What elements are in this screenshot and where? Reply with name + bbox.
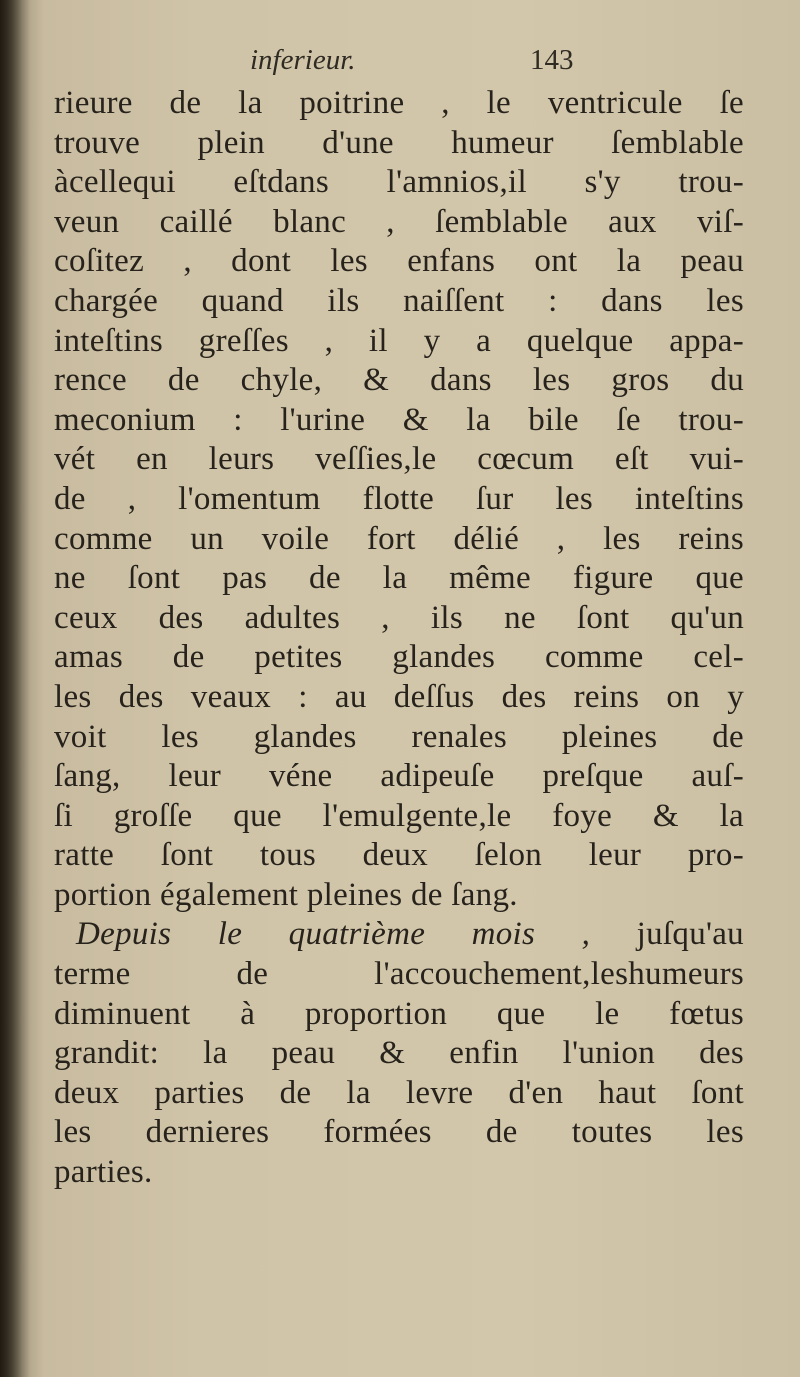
text-line: ſang, leur véne adipeuſe preſque auſ- <box>54 758 744 795</box>
page-header <box>0 44 800 84</box>
text-line: parties. <box>54 1154 153 1191</box>
text-line: inteſtins greſſes , il y a quelque appa- <box>54 322 744 359</box>
text-line: coſitez , dont les enfans ont la peau <box>54 243 744 280</box>
text-line: de , l'omentum flotte ſur les inteſtins <box>54 480 744 517</box>
body-text <box>54 84 744 1193</box>
text-line: ceux des adultes , ils ne ſont qu'un <box>54 599 744 636</box>
line-remainder: juſqu'au <box>590 916 744 953</box>
text-line: àcellequi eſtdans l'amnios,il s'y trou- <box>54 164 744 201</box>
text-line-with-italic <box>54 915 744 955</box>
text-line: vét en leurs veſſies,le cœcum eſt vui- <box>54 441 744 478</box>
text-line: rence de chyle, & dans les gros du <box>54 362 744 399</box>
text-line: trouve plein d'une humeur ſemblable <box>54 124 744 161</box>
page-number: 143 <box>530 44 574 76</box>
text-line: les dernieres formées de toutes les <box>54 1114 744 1151</box>
text-line: ratte ſont tous deux ſelon leur pro- <box>54 837 744 874</box>
text-line: ne ſont pas de la même figure que <box>54 560 744 597</box>
text-line: ſi groſſe que l'emulgente,le foye & la <box>54 797 744 834</box>
text-line: comme un voile fort délié , les reins <box>54 520 744 557</box>
text-line: meconium : l'urine & la bile ſe trou- <box>54 401 744 438</box>
text-line: les des veaux : au deſſus des reins on y <box>54 678 744 715</box>
text-line: portion également pleines de ſang. <box>54 876 518 913</box>
text-line: deux parties de la levre d'en haut ſont <box>54 1074 744 1111</box>
text-line: terme de l'accouchement,leshumeurs <box>54 956 744 993</box>
text-line: veun caillé blanc , ſemblable aux viſ- <box>54 203 744 240</box>
text-line: voit les glandes renales pleines de <box>54 718 744 755</box>
text-line: amas de petites glandes comme cel- <box>54 639 744 676</box>
italic-phrase: Depuis le quatrième mois , <box>76 916 591 953</box>
text-line: grandit: la peau & enfin l'union des <box>54 1035 744 1072</box>
text-line: rieure de la poitrine , le ventricule ſe <box>54 85 744 121</box>
text-line: diminuent à proportion que le fœtus <box>54 995 744 1032</box>
running-head: inferieur. <box>250 44 356 76</box>
binding-gutter-shadow <box>0 0 30 1377</box>
text-line: chargée quand ils naiſſent : dans les <box>54 282 744 319</box>
